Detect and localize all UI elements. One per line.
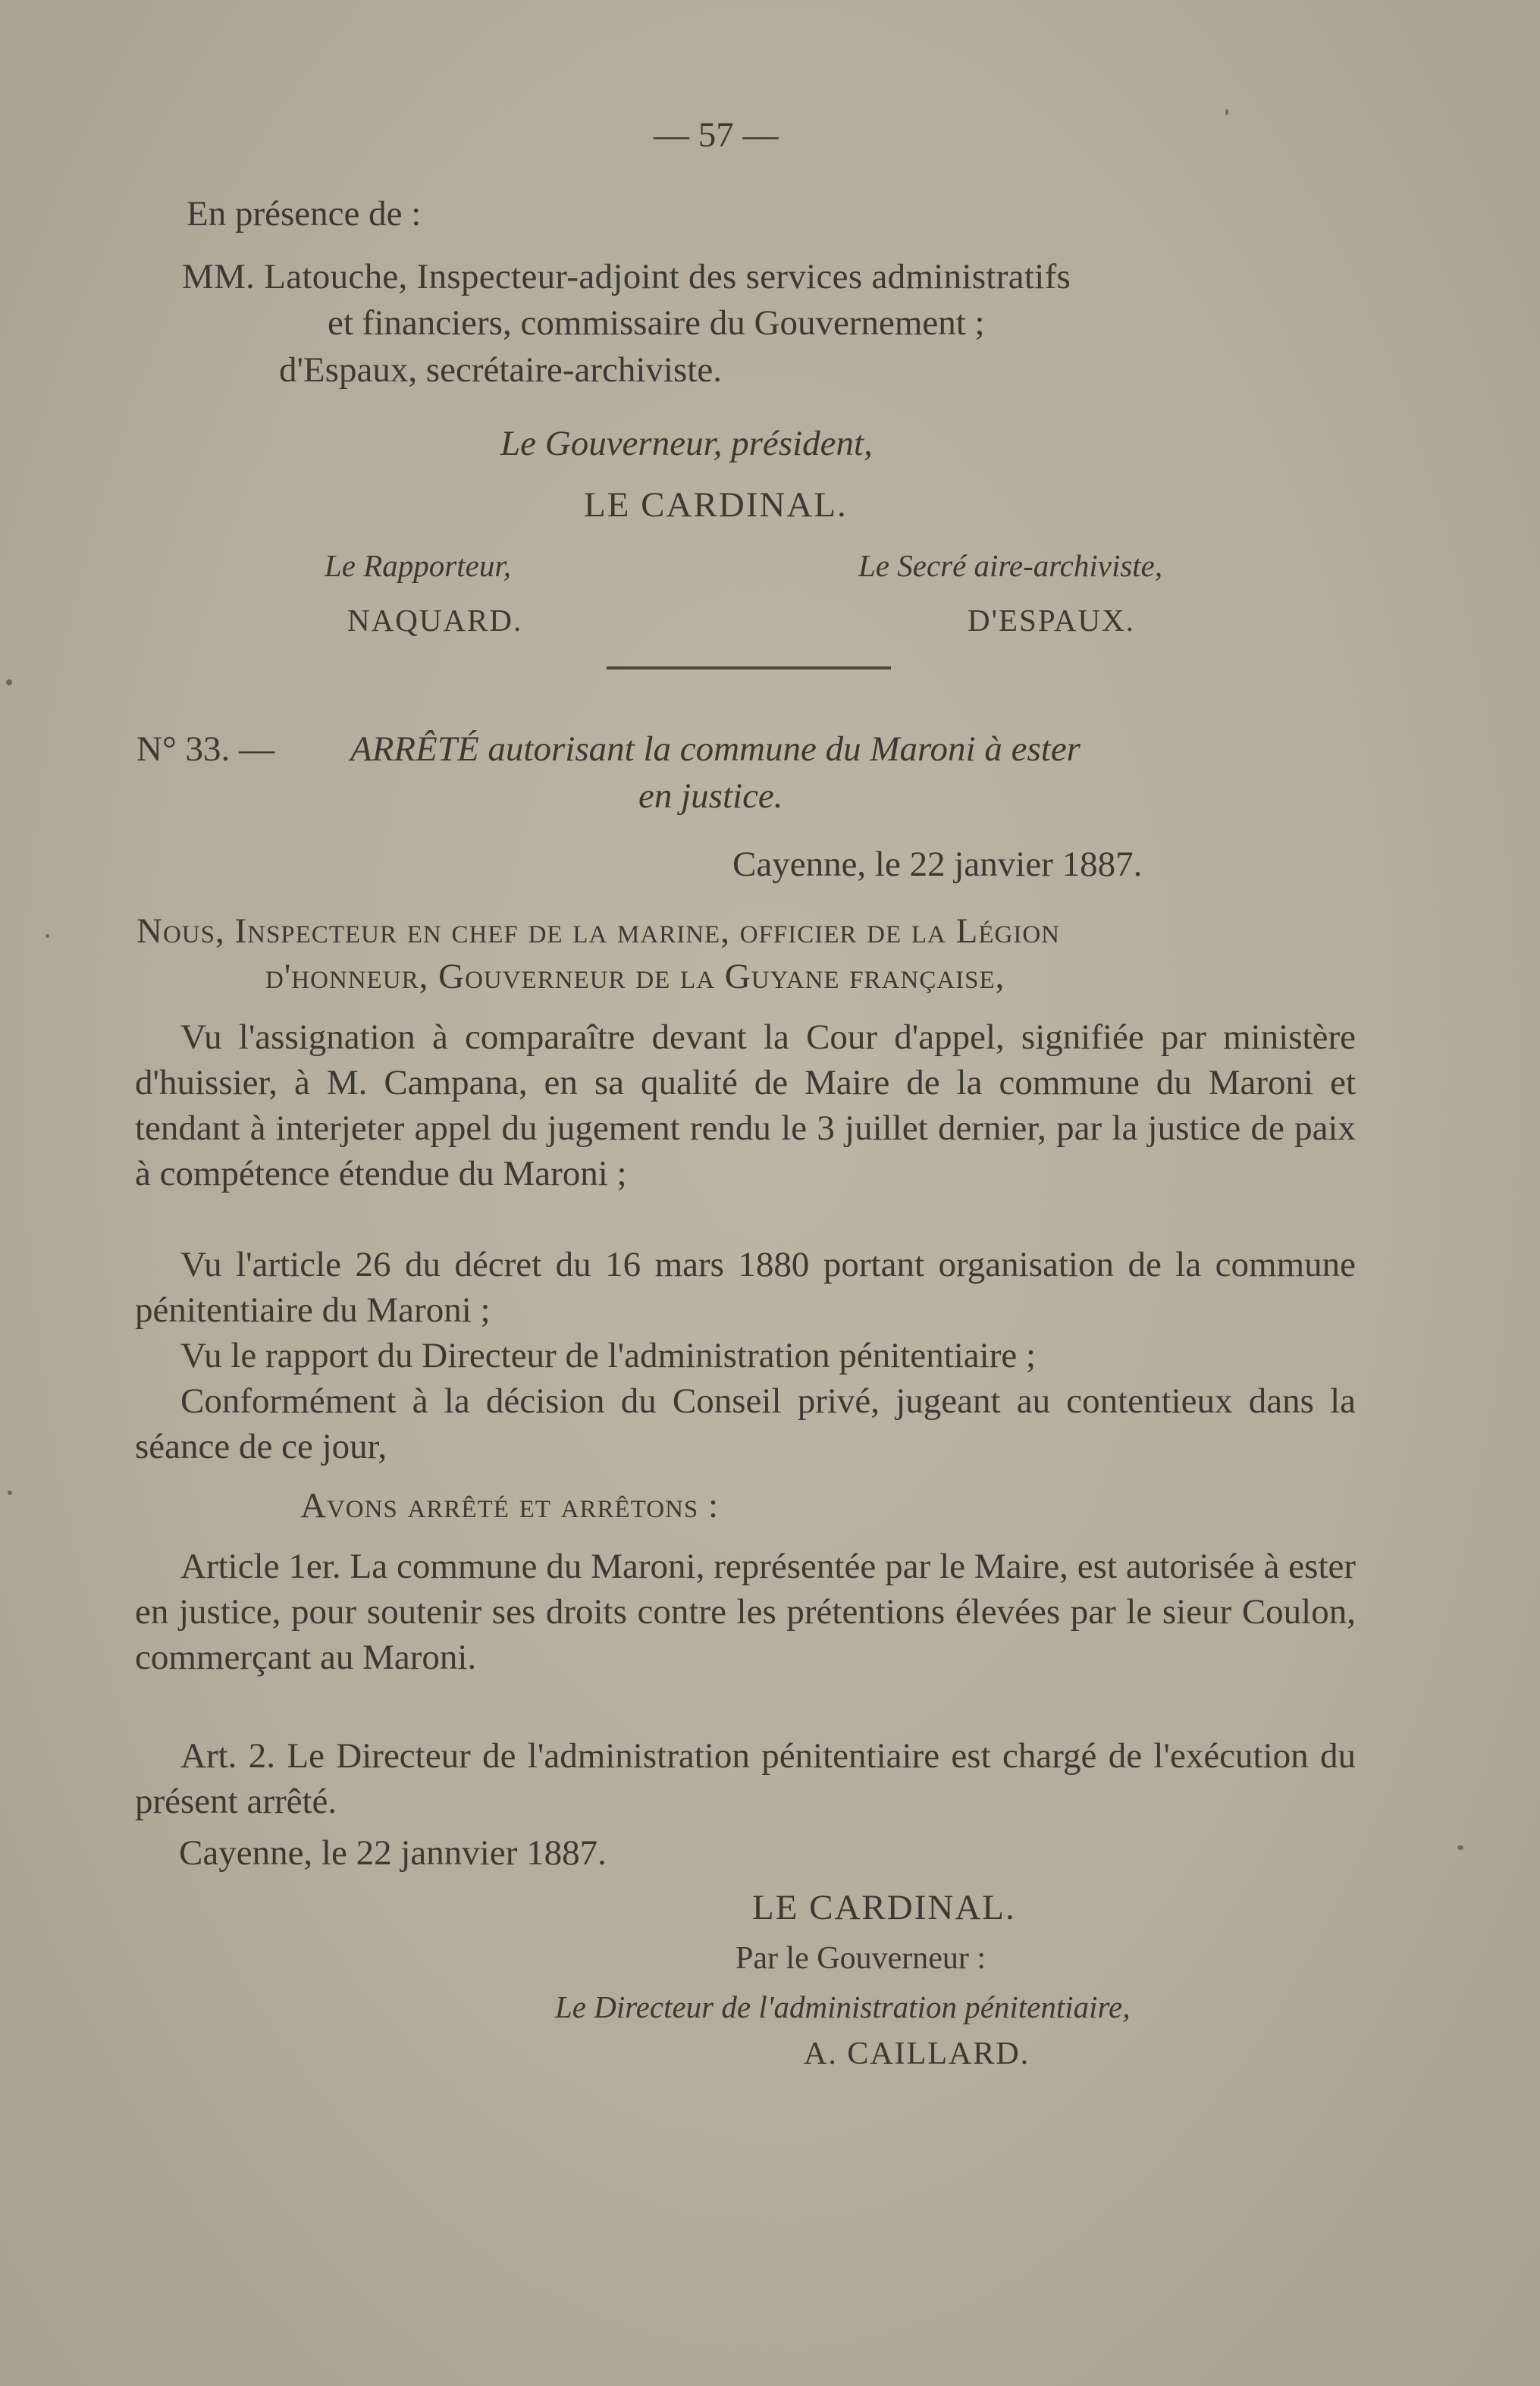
arrete-title-line-1: ARRÊTÉ autorisant la commune du Maroni à ester bbox=[350, 729, 1081, 769]
secretary-title: Le Secré aire-archiviste, bbox=[858, 548, 1163, 583]
presence-intro: En présence de : bbox=[187, 194, 422, 234]
rapporteur-name: NAQUARD. bbox=[347, 603, 523, 638]
closing-signature-name: LE CARDINAL. bbox=[752, 1888, 1016, 1927]
vu-article-paragraph bbox=[135, 1242, 1356, 1333]
nous-line-1: Nous, Inspecteur en chef de la marine, officier de la Légion bbox=[136, 911, 1060, 951]
vu-rapport-text: Vu le rapport du Directeur de l'administration pénitentiaire ; bbox=[180, 1336, 1037, 1375]
conformement-text: Conformément à la décision du Conseil privé, jugeant au contentieux dans la séance de ce jour, bbox=[135, 1381, 1356, 1466]
article-2-label: Art. 2. bbox=[180, 1736, 276, 1776]
conformement-paragraph bbox=[135, 1378, 1356, 1469]
par-le-gouverneur: Par le Gouverneur : bbox=[735, 1941, 986, 1976]
secretary-name: D'ESPAUX. bbox=[968, 603, 1135, 638]
governor-title: Le Gouverneur, président, bbox=[500, 424, 873, 463]
vu-rapport-paragraph bbox=[135, 1333, 1356, 1378]
presence-line-2: et financiers, commissaire du Gouvernement ; bbox=[328, 303, 985, 343]
presence-line-1: MM. Latouche, Inspecteur-adjoint des services administratifs bbox=[182, 257, 1071, 296]
article-2-text: Le Directeur de l'administration pénitentiaire est chargé de l'exécution du présent arrêté. bbox=[135, 1736, 1357, 1821]
paper-speck bbox=[6, 679, 12, 685]
closing-date: Cayenne, le 22 jannvier 1887. bbox=[179, 1833, 607, 1873]
rapporteur-title: Le Rapporteur, bbox=[325, 548, 511, 583]
arrete-number: N° 33. — bbox=[136, 729, 274, 769]
paper-speck bbox=[8, 1491, 12, 1495]
paper-speck bbox=[1225, 109, 1228, 115]
article-1-label: Article 1er. bbox=[180, 1547, 341, 1586]
article-2-paragraph bbox=[135, 1733, 1356, 1824]
governor-name: LE CARDINAL. bbox=[584, 485, 848, 525]
paper-speck bbox=[45, 934, 49, 938]
vu-assignation-text: Vu l'assignation à comparaître devant la Cour d'appel, signifiée par ministère d'huissier, à M. Campana, en sa qualité de Maire de la commune du Maroni et tendant à interjeter appel du jugement rendu le 3 juillet dernier, par la justice de paix à compétence étendue du Maroni ; bbox=[135, 1017, 1356, 1193]
arrete-place-date: Cayenne, le 22 janvier 1887. bbox=[732, 845, 1143, 884]
avons-arrete: Avons arrêté et arrêtons : bbox=[300, 1486, 720, 1525]
presence-line-3: d'Espaux, secrétaire-archiviste. bbox=[279, 350, 722, 390]
arrete-title-line-2: en justice. bbox=[638, 776, 783, 816]
vu-article-text: Vu l'article 26 du décret du 16 mars 1880 portant organisation de la commune pénitentiaire du Maroni ; bbox=[135, 1245, 1356, 1330]
page-number: — 57 — bbox=[654, 115, 779, 155]
director-name: A. CAILLARD. bbox=[804, 2036, 1030, 2071]
section-divider bbox=[607, 666, 891, 669]
nous-line-2: d'honneur, Gouverneur de la Guyane française, bbox=[265, 957, 1005, 996]
paper-speck bbox=[1457, 1845, 1463, 1850]
article-1-text: La commune du Maroni, représentée par le Maire, est autorisée à ester en justice, pour soutenir ses droits contre les prétentions élevées par le sieur Coulon, commerçant au Maroni. bbox=[135, 1547, 1357, 1677]
vu-assignation-paragraph bbox=[135, 1014, 1356, 1196]
article-1-paragraph bbox=[135, 1544, 1356, 1680]
director-title: Le Directeur de l'administration pénitentiaire, bbox=[555, 1989, 1131, 2024]
